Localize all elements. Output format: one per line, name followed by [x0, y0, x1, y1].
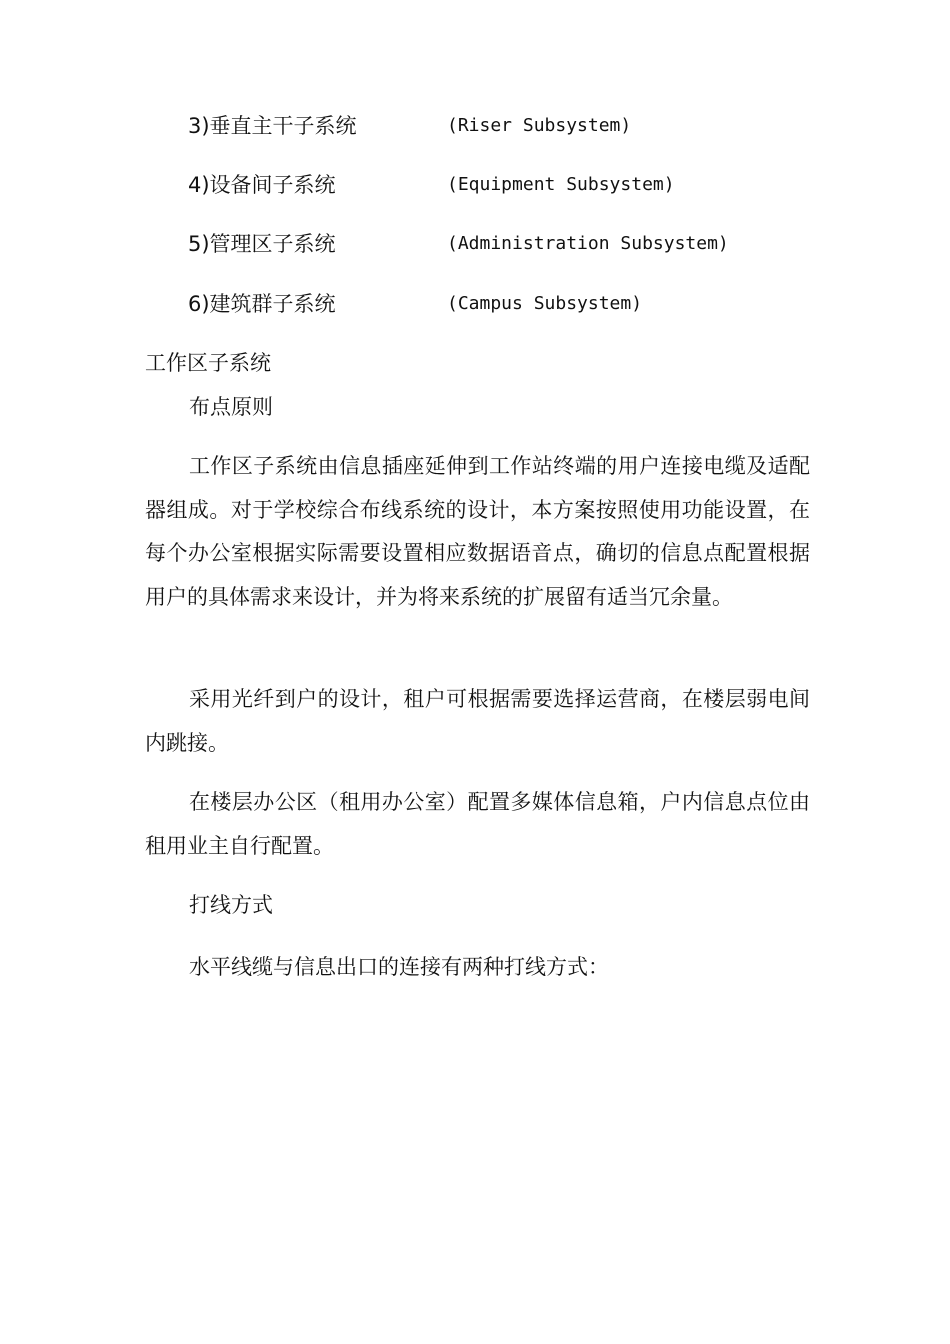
- subsystem-item: [188, 111, 828, 141]
- paragraph-fiber: 采用光纤到户的设计，租户可根据需要选择运营商，在楼层弱电间内跳接。: [145, 687, 810, 755]
- subsystem-name-zh: 6)建筑群子系统: [188, 292, 336, 316]
- subsystem-item: [188, 289, 828, 319]
- subsystem-name-zh: 4)设备间子系统: [188, 173, 336, 197]
- section-title: 工作区子系统: [145, 351, 271, 375]
- subsection-title-wiring: 打线方式: [189, 893, 273, 917]
- subsystem-name-zh: 3)垂直主干子系统: [188, 114, 357, 138]
- subsystem-name-en: (Campus Subsystem): [447, 293, 643, 314]
- paragraph-work-area: 工作区子系统由信息插座延伸到工作站终端的用户连接电缆及适配器组成。对于学校综合布线系统的设计，本方案按照使用功能设置，在每个办公室根据实际需要设置相应数据语音点，确切的信息点配置根据用户的具体需求来设计，并为将来系统的扩展留有适当冗余量。: [145, 454, 810, 609]
- paragraph-office: 在楼层办公区（租用办公室）配置多媒体信息箱，户内信息点位由租用业主自行配置。: [145, 790, 810, 858]
- subsystem-name-zh: 5)管理区子系统: [188, 232, 336, 256]
- subsystem-name-en: (Riser Subsystem): [447, 115, 632, 136]
- subsection-title-layout: 布点原则: [189, 395, 273, 419]
- paragraph-wiring-intro: 水平线缆与信息出口的连接有两种打线方式：: [189, 955, 609, 979]
- subsystem-item: [188, 229, 828, 259]
- subsystem-name-en: (Equipment Subsystem): [447, 174, 675, 195]
- subsystem-item: [188, 170, 828, 200]
- subsystem-name-en: (Administration Subsystem): [447, 233, 729, 254]
